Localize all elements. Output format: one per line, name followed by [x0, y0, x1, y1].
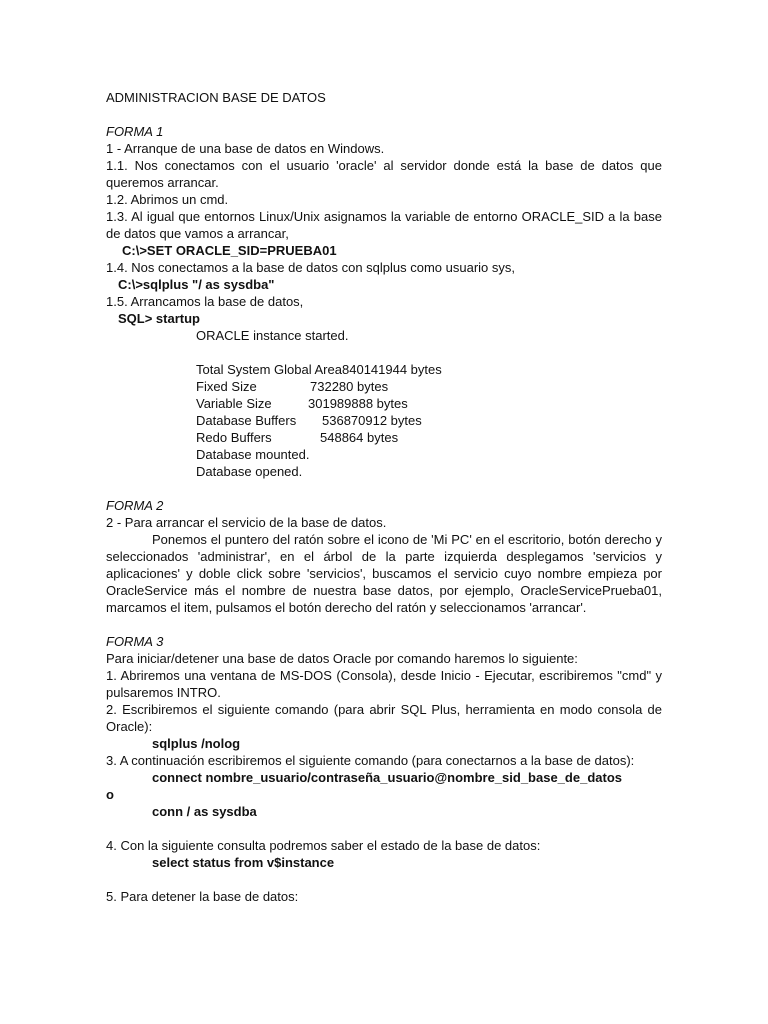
forma3-step-2: 2. Escribiremos el siguiente comando (para abrir SQL Plus, herramienta en modo consola de Oracle): [106, 702, 662, 734]
database-opened-text: Database opened. [196, 464, 303, 479]
forma3-step-3: 3. A continuación escribiremos el siguiente comando (para conectarnos a la base de datos): [106, 753, 635, 768]
sga-label: Variable Size [196, 396, 272, 411]
cmd-conn-sysdba: conn / as sysdba [152, 804, 257, 819]
forma1-line-1-2: 1.2. Abrimos un cmd. [106, 192, 229, 207]
forma2-heading: FORMA 2 [106, 498, 164, 513]
forma3-step-1: 1. Abriremos una ventana de MS-DOS (Consola), desde Inicio - Ejecutar, escribiremos "cmd" y pulsaremos INTRO. [106, 668, 662, 700]
or-text: o [106, 787, 114, 802]
sga-value: 301989888 bytes [308, 396, 408, 411]
forma3-intro: Para iniciar/detener una base de datos Oracle por comando haremos lo siguiente: [106, 651, 578, 666]
sga-label: Database Buffers [196, 413, 297, 428]
sga-label: Redo Buffers [196, 430, 272, 445]
sga-value: 732280 bytes [310, 379, 389, 394]
sga-row [106, 361, 662, 378]
forma1-line-1-3: 1.3. Al igual que entornos Linux/Unix asignamos la variable de entorno ORACLE_SID a la base de datos que vamos a arrancar, [106, 209, 662, 241]
sga-value: 548864 bytes [320, 430, 399, 445]
cmd-set-oracle-sid: C:\>SET ORACLE_SID=PRUEBA01 [122, 243, 337, 258]
forma2-line-2: 2 - Para arrancar el servicio de la base de datos. [106, 515, 387, 530]
sga-label: Fixed Size [196, 379, 257, 394]
cmd-startup: SQL> startup [118, 311, 200, 326]
forma1-line-1-1: 1.1. Nos conectamos con el usuario 'oracle' al servidor donde está la base de datos que queremos arrancar. [106, 158, 662, 190]
sga-row [106, 412, 662, 429]
sga-value: 536870912 bytes [322, 413, 422, 428]
cmd-connect: connect nombre_usuario/contraseña_usuario@nombre_sid_base_de_datos [152, 770, 622, 785]
cmd-select-status: select status from v$instance [152, 855, 335, 870]
forma3-heading: FORMA 3 [106, 634, 164, 649]
forma3-step-4: 4. Con la siguiente consulta podremos saber el estado de la base de datos: [106, 838, 541, 853]
forma1-line-1-5: 1.5. Arrancamos la base de datos, [106, 294, 304, 309]
forma1-line-1-4: 1.4. Nos conectamos a la base de datos con sqlplus como usuario sys, [106, 260, 515, 275]
sga-label: Total System Global Area [196, 362, 342, 377]
forma1-line-1: 1 - Arranque de una base de datos en Windows. [106, 141, 385, 156]
sga-row [106, 395, 662, 412]
database-mounted-text: Database mounted. [196, 447, 310, 462]
document-title: ADMINISTRACION BASE DE DATOS [106, 90, 326, 105]
forma1-heading: FORMA 1 [106, 124, 164, 139]
sga-row [106, 429, 662, 446]
forma2-paragraph: Ponemos el puntero del ratón sobre el icono de 'Mi PC' en el escritorio, botón derecho y seleccionados 'administrar', en el árbol de la parte izquierda desplegamos 'servicios y aplicaciones' y doble click sobre 'servicios', buscamos el servicio cuyo nombre empieza por OracleService más el nombre de nuestra base datos, por ejemplo, OracleServicePrueba01, marcamos el item, pulsamos el botón derecho del ratón y seleccionamos 'arrancar'. [106, 532, 662, 615]
instance-started-text: ORACLE instance started. [196, 328, 349, 343]
document-body [106, 89, 662, 905]
forma3-step-5: 5. Para detener la base de datos: [106, 889, 299, 904]
cmd-sqlplus-nolog: sqlplus /nolog [152, 736, 241, 751]
sga-value: 840141944 bytes [342, 362, 442, 377]
cmd-sqlplus-sysdba: C:\>sqlplus "/ as sysdba" [118, 277, 275, 292]
sga-row [106, 378, 662, 395]
